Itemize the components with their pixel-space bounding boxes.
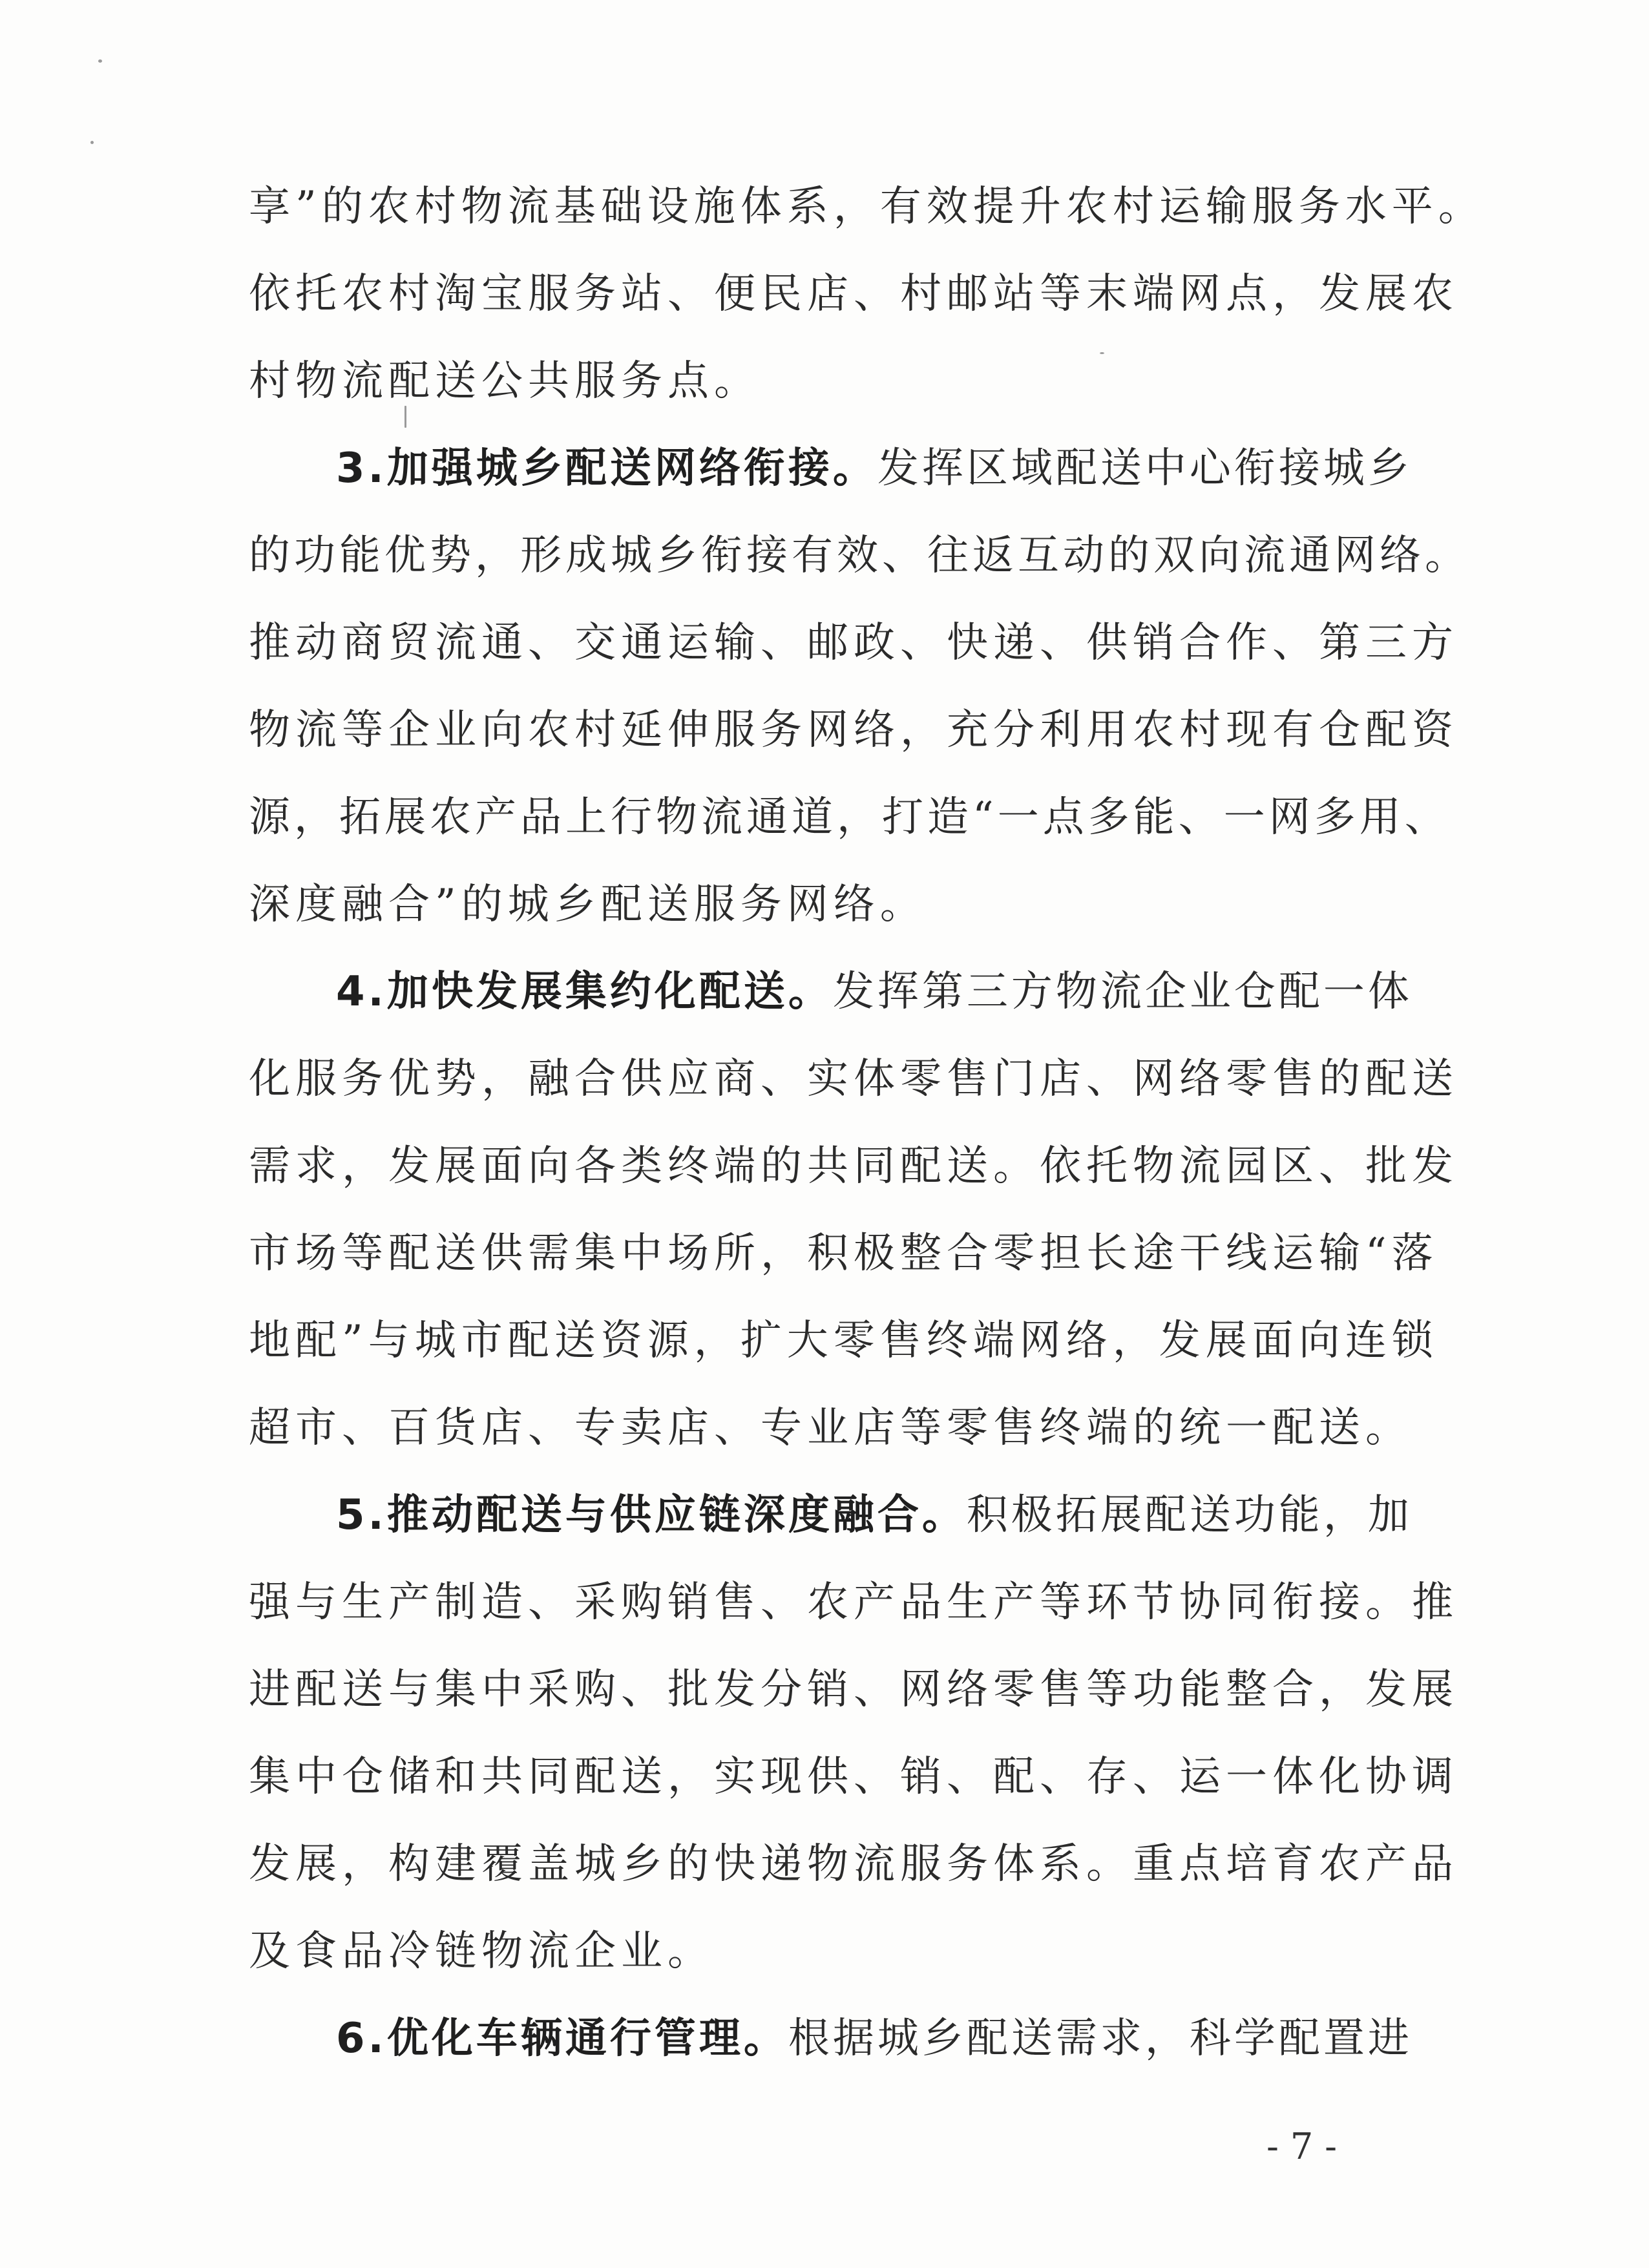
body-line <box>249 1838 1458 1890</box>
line-text: 地配”与城市配送资源，扩大零售终端网络，发展面向连锁 <box>249 1317 1438 1365</box>
body-line <box>249 530 1470 582</box>
body-line <box>249 181 1622 233</box>
body-line <box>249 1053 1458 1105</box>
section-line <box>336 2013 1413 2064</box>
body-line <box>249 792 1450 843</box>
line-text: 超市、百货店、专卖店、专业店等零售终端的统一配送。 <box>249 1404 1412 1452</box>
body-line <box>249 879 927 930</box>
line-text: 化服务优势，融合供应商、实体零售门店、网络零售的配送 <box>249 1055 1458 1103</box>
scan-speck <box>98 59 102 63</box>
line-text: 发挥第三方物流企业仓配一体 <box>832 968 1413 1016</box>
line-text: 物流等企业向农村延伸服务网络，充分利用农村现有仓配资 <box>249 706 1458 754</box>
section-line <box>336 443 1413 494</box>
body-line <box>249 1228 1438 1279</box>
line-text: 的功能优势，形成城乡衔接有效、往返互动的双向流通网络。 <box>249 532 1470 580</box>
body-line <box>249 1140 1458 1192</box>
body-line <box>249 1751 1458 1803</box>
line-text: 积极拓展配送功能，加 <box>966 1491 1413 1539</box>
scan-speck <box>1100 352 1104 354</box>
body-line <box>249 268 1622 320</box>
line-text: 源，拓展农产品上行物流通道，打造“一点多能、一网多用、 <box>249 793 1450 841</box>
scan-speck <box>404 406 406 428</box>
section-heading: 5.推动配送与供应链深度融合。 <box>336 1491 967 1539</box>
line-text: 需求，发展面向各类终端的共同配送。依托物流园区、批发 <box>249 1142 1458 1190</box>
line-text: 进配送与集中采购、批发分销、网络零售等功能整合，发展 <box>249 1666 1458 1714</box>
line-text: 集中仓储和共同配送，实现供、销、配、存、运一体化协调 <box>249 1753 1458 1801</box>
line-text: 深度融合”的城乡配送服务网络。 <box>249 881 927 929</box>
line-text: 市场等配送供需集中场所，积极整合零担长途干线运输“落 <box>249 1230 1438 1277</box>
line-text: 享”的农村物流基础设施体系，有效提升农村运输服务水平。 <box>249 183 1485 231</box>
page-number: - 7 - <box>1266 2126 1338 2168</box>
body-line <box>249 704 1458 756</box>
body-line <box>249 1577 1458 1628</box>
section-line <box>336 1489 1413 1541</box>
body-line <box>249 617 1458 669</box>
body-line <box>249 1926 714 1977</box>
section-line <box>336 966 1413 1018</box>
line-text: 及食品冷链物流企业。 <box>249 1927 714 1975</box>
section-heading: 6.优化车辆通行管理。 <box>336 2015 788 2063</box>
body-line <box>249 355 761 407</box>
section-heading: 4.加快发展集约化配送。 <box>336 968 833 1016</box>
line-text: 推动商贸流通、交通运输、邮政、快递、供销合作、第三方 <box>249 619 1458 667</box>
body-line <box>249 1664 1458 1716</box>
section-heading: 3.加强城乡配送网络衔接。 <box>336 445 877 492</box>
line-text: 村物流配送公共服务点。 <box>249 357 761 405</box>
body-line <box>249 1315 1438 1367</box>
scan-speck <box>90 141 94 144</box>
line-text: 发挥区域配送中心衔接城乡 <box>877 445 1413 492</box>
line-text: 发展，构建覆盖城乡的快递物流服务体系。重点培育农产品 <box>249 1840 1458 1888</box>
line-text: 根据城乡配送需求，科学配置进 <box>788 2015 1413 2063</box>
line-text: 依托农村淘宝服务站、便民店、村邮站等末端网点，发展农 <box>249 270 1458 318</box>
line-text: 强与生产制造、采购销售、农产品生产等环节协同衔接。推 <box>249 1579 1458 1626</box>
body-line <box>249 1402 1412 1454</box>
